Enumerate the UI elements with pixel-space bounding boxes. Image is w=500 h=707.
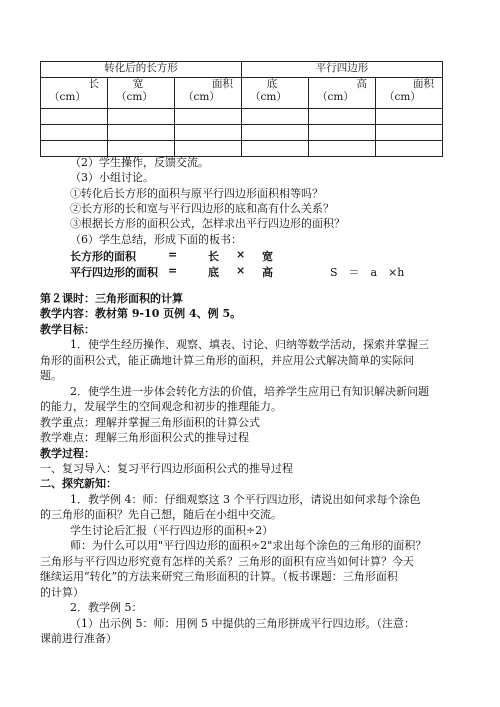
section-title: 第２课时：三角形面积的计算	[40, 292, 183, 305]
text-line: 教学目标：	[40, 323, 95, 336]
text-line: 2．使学生进一步体会转化方法的价值，培养学生应用已有知识解决新问题	[70, 385, 429, 398]
table-row	[41, 125, 443, 141]
text-line: 学生讨论后汇报（平行四边形的面积÷2）	[70, 524, 274, 537]
text-line: 题。	[40, 369, 62, 382]
text-line: 的三角形的面积？先自己想，随后在小组中交流。	[40, 508, 282, 521]
text-line: 教学内容：教材第 9-10 页例 4、例 5。	[40, 307, 242, 320]
text-line: 的能力，发展学生的空间观念和初步的推理能力。	[40, 400, 282, 413]
text-line: （6）学生总结，形成下面的板书：	[70, 233, 242, 246]
col-rect-area: 面积 （cm）	[175, 78, 242, 109]
text-line: 教学过程：	[40, 447, 95, 460]
col-para-area: 面积 （cm）	[376, 78, 443, 109]
text-line: ③根据长方形的面积公式，怎样求出平行四边形的面积？	[70, 217, 345, 230]
table-row	[41, 141, 443, 157]
text-line: 三角形与平行四边形究竟有怎样的关系？三角形的面积有应当如何计算？今天	[40, 555, 414, 568]
text-line: ②长方形的长和宽与平行四边形的底和高有什么关系？	[70, 202, 334, 215]
text-line: 继续运用“转化”的方法来研究三角形面积的计算。（板书课题：三角形面积	[40, 570, 398, 583]
document-page: 转化后的长方形 平行四边形 长 （cm） 宽 （cm） 面积 （cm） 底 （cm） 高 （cm） 面积 （cm） （2）学生操作，反馈交流。 （3）小组讨论。 ①转化后长方形的面积与原平行四边形面积相等吗？ ②长方形的长和宽与平行四边形的底和高有什么关系？ ③根据长方形的面积公式，怎样求出平行四边形的面积？ （6）学生总结，形成下面的板书： 长方形的面积 = 长 × 宽 平行四边形的面积 = 底 × 高 S ＝ a ×h 第２课时：三角形面积的计算 教学内容：教材第 9-10 页例 4、例 5。 教学目标： 1．使学生经历操作、观察、填表、讨论、归纳等数学活动，探索并掌握三 角形的面积公式，能正确地计算三角形的面积，并应用公式解决简单的实际问 题。 2．使学生进一步体会转化方法的价值，培养学生应用已有知识解决新问题 的能力，发展学生的空间观念和初步的推理能力。 教学重点：理解并掌握三角形面积的计算公式 教学难点：理解三角形面积公式的推导过程 教学过程： 一、复习导入：复习平行四边形面积公式的推导过程 二、探究新知： 1．教学例 4：师：仔细观察这 3 个平行四边形，请说出如何求每个涂色 的三角形的面积？先自己想，随后在小组中交流。 学生讨论后汇报（平行四边形的面积÷2） 师：为什么可以用"平行四边形的面积÷2"求出每个涂色的三角形的面积？ 三角形与平行四边形究竟有怎样的关系？三角形的面积有应当如何计算？今天 继续运用“转化”的方法来研究三角形面积的计算。（板书课题：三角形面积 的计算） 2．教学例 5： （1）出示例 5：师：用例 5 中提供的三角形拼成平行四边形。（注意： 课前进行准备）	[0, 0, 500, 707]
table-group-parallelogram: 平行四边形	[242, 62, 443, 78]
text-line: （2）学生操作，反馈交流。	[70, 156, 209, 169]
text-line: 2．教学例 5：	[70, 601, 143, 614]
text-line: 课前进行准备）	[40, 632, 117, 645]
text-line: 师：为什么可以用"平行四边形的面积÷2"求出每个涂色的三角形的面积？	[70, 539, 427, 552]
comparison-table	[40, 61, 443, 157]
col-width: 宽 （cm）	[108, 78, 175, 109]
text-line: 教学难点：理解三角形面积公式的推导过程	[40, 431, 249, 444]
col-base: 底 （cm）	[242, 78, 309, 109]
table-header-row	[41, 78, 443, 109]
col-length: 长 （cm）	[41, 78, 108, 109]
text-line: 的计算）	[40, 586, 84, 599]
text-line: （1）出示例 5：师：用例 5 中提供的三角形拼成平行四边形。（注意：	[70, 617, 415, 630]
text-line: 1．使学生经历操作、观察、填表、讨论、归纳等数学活动，探索并掌握三	[70, 338, 429, 351]
text-line: （3）小组讨论。	[70, 171, 154, 184]
table-group-rectangle: 转化后的长方形	[41, 62, 242, 78]
text-line: 角形的面积公式，能正确地计算三角形的面积，并应用公式解决简单的实际问	[40, 354, 414, 367]
text-line: 1．教学例 4：师：仔细观察这 3 个平行四边形，请说出如何求每个涂色	[70, 493, 421, 506]
text-line: ①转化后长方形的面积与原平行四边形面积相等吗？	[70, 187, 323, 200]
col-height: 高 （cm）	[309, 78, 376, 109]
text-line: 一、复习导入：复习平行四边形面积公式的推导过程	[40, 462, 293, 475]
text-line: 教学重点：理解并掌握三角形面积的计算公式	[40, 416, 260, 429]
text-line: 二、探究新知：	[40, 477, 117, 490]
table-row	[41, 109, 443, 125]
